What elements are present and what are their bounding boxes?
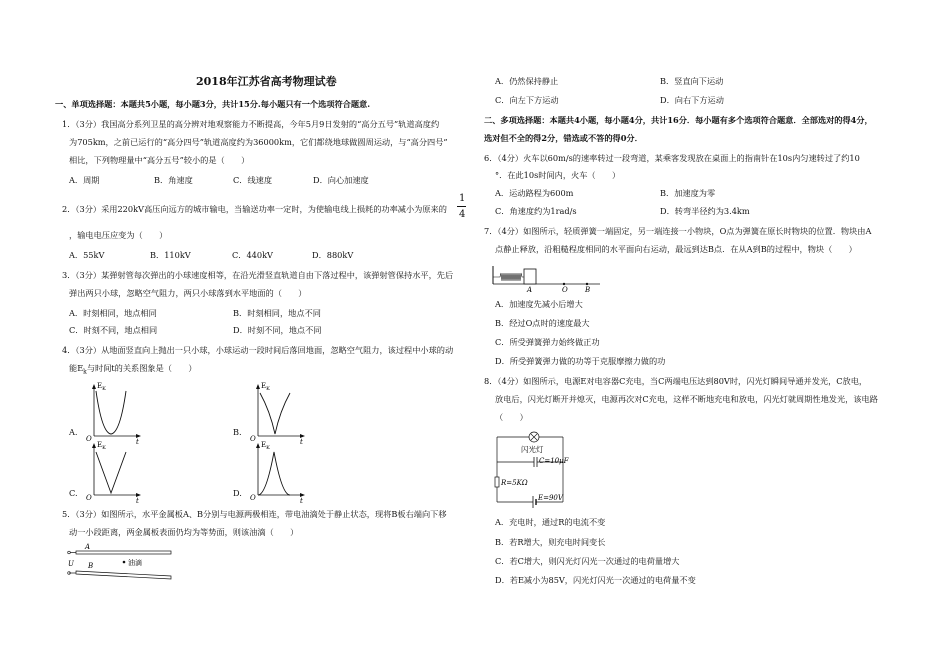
q1-option-d: D．向心加速度 <box>313 175 369 185</box>
svg-text:C=10μF: C=10μF <box>539 457 569 465</box>
q4-line2-sub: k <box>83 368 87 376</box>
svg-text:O: O <box>562 286 568 294</box>
q7-line1: 7．（4分）如图所示，轻质弹簧一端固定，另一端连接一小物块，O点为弹簧在原长时物块的位置．物块由A <box>484 226 872 236</box>
q5-option-b: B．竖直向下运动 <box>660 76 724 86</box>
q5-option-d: D．向右下方运动 <box>660 95 724 105</box>
q6-line1: 6．（4分）火车以60m/s的速率转过一段弯道，某乘客发现放在桌面上的指南针在10s内匀速转过了约10 <box>484 153 860 163</box>
section2-heading-line2: 选对但不全的得2分，错选或不答的得0分． <box>484 133 643 143</box>
q2-option-b: B．110kV <box>150 250 191 260</box>
q5-option-a: A．仍然保持静止 <box>495 76 559 86</box>
svg-text:B: B <box>88 562 94 570</box>
q4-option-d-label: D. <box>233 488 242 498</box>
q4-graph-b <box>248 381 308 446</box>
q4-graph-c <box>84 440 144 505</box>
q6-line2: °．在此10s时间内，火车（ ） <box>495 170 621 180</box>
q4-line2-rest: 与时间t的关系图象是（ ） <box>86 363 197 373</box>
q2-fraction-numerator: 1 <box>459 193 466 204</box>
svg-text:U: U <box>68 560 74 568</box>
q6-option-d: D．转弯半径约为3.4km <box>660 206 750 216</box>
q2-option-a: A．55kV <box>69 250 105 260</box>
q7-option-d: D．所受弹簧弹力做的功等于克服摩擦力做的功 <box>495 356 666 366</box>
q4-option-b-label: B. <box>233 427 242 437</box>
q7-spring-figure <box>492 262 602 292</box>
svg-text:O: O <box>86 494 92 502</box>
svg-text:O: O <box>250 494 256 502</box>
q2-fraction-denominator: 4 <box>459 209 466 220</box>
q3-line2: 弹出两只小球，忽略空气阻力，两只小球落到水平地面的（ ） <box>69 288 307 298</box>
svg-text:EK: $E_K$ <box>97 441 106 451</box>
q5-line1: 5．（3分）如图所示，水平金属板A、B分别与电源两极相连，带电油滴处于静止状态，现将B板右端向下移 <box>62 509 447 519</box>
q4-graph-a <box>84 381 144 446</box>
q8-option-a: A．充电时，通过R的电流不变 <box>495 517 606 527</box>
q8-circuit-figure <box>493 430 583 508</box>
q8-option-b: B．若R增大，则充电时间变长 <box>495 537 606 547</box>
q2-line1: 2．（3分）采用220kV高压向远方的城市输电，当输送功率一定时，为使输电线上损耗的功率减小为原来的 <box>62 204 447 214</box>
q1-option-c: C．线速度 <box>233 175 273 185</box>
svg-text:B: B <box>585 286 591 294</box>
svg-text:E=90V: E=90V <box>538 494 563 502</box>
svg-text:闪光灯: 闪光灯 <box>521 445 544 454</box>
q3-option-b: B．时刻相同，地点不同 <box>233 308 321 318</box>
q4-line2 <box>69 364 197 376</box>
svg-text:O: O <box>250 435 256 443</box>
svg-text:t: t <box>300 497 303 505</box>
q2-line2: ，输电电压应变为（ ） <box>69 230 168 240</box>
section2-heading-line1: 二、多项选择题：本题共4小题，每小题4分，共计16分．每小题有多个选项符合题意．全部选对的得4分， <box>484 115 873 125</box>
q6-option-b: B．加速度为零 <box>660 188 716 198</box>
svg-text:t: t <box>300 438 303 446</box>
q3-option-d: D．时刻不同，地点不同 <box>233 325 322 335</box>
q2-option-c: C．440kV <box>232 250 273 260</box>
q5-line2: 动一小段距离，两金属板表面仍均为等势面，则该油滴（ ） <box>69 527 299 537</box>
q1-option-a: A．周期 <box>69 175 100 185</box>
svg-text:t: t <box>136 497 139 505</box>
q5-option-c: C．向左下方运动 <box>495 95 559 105</box>
q8-line2: 放电后，闪光灯断开并熄灭，电源再次对C充电，这样不断地充电和放电，闪光灯就周期性地发光，该电路 <box>495 394 878 404</box>
q1-option-b: B．角速度 <box>154 175 193 185</box>
q8-line3: （ ） <box>495 412 528 422</box>
q4-option-a-label: A. <box>69 427 78 437</box>
q8-option-c: C．若C增大，则闪光灯闪光一次通过的电荷量增大 <box>495 556 680 566</box>
q6-option-a: A．运动路程为600m <box>495 188 574 198</box>
svg-text:EK: $E_K$ <box>261 441 270 451</box>
q4-graph-d <box>248 440 308 505</box>
svg-text:油滴: 油滴 <box>128 559 142 567</box>
q2-option-d: D．880kV <box>312 250 354 260</box>
q7-line2: 点静止释放，沿粗糙程度相同的水平面向右运动，最远到达B点．在从A到B的过程中，物块（ ） <box>495 244 857 254</box>
svg-text:EK: $E_K$ <box>261 382 270 392</box>
q7-option-a: A．加速度先减小后增大 <box>495 299 583 309</box>
q3-line1: 3．（3分）某弹射管每次弹出的小球速度相等，在沿光滑竖直轨道自由下落过程中，该弹射管保持水平，先后 <box>62 270 454 280</box>
svg-text:R=5KΩ: R=5KΩ <box>501 479 528 487</box>
q5-capacitor-figure <box>64 542 174 582</box>
q8-option-d: D．若E减小为85V，闪光灯闪光一次通过的电荷量不变 <box>495 575 696 585</box>
q4-line2-ek: 能E <box>69 363 84 373</box>
section1-heading: 一、单项选择题：本题共5小题，每小题3分，共计15分.每小题只有一个选项符合题意. <box>55 99 371 109</box>
q3-option-c: C．时刻不同，地点相同 <box>69 325 158 335</box>
q4-option-c-label: C. <box>69 488 78 498</box>
q4-line1: 4．（3分）从地面竖直向上抛出一只小球，小球运动一段时间后落回地面，忽略空气阻力，该过程中小球的动 <box>62 345 454 355</box>
q6-option-c: C．角速度约为1rad/s <box>495 206 577 216</box>
q7-option-c: C．所受弹簧弹力始终做正功 <box>495 337 600 347</box>
q4a-origin: O <box>86 435 92 443</box>
q4a-ylabel: $E_K$ <box>97 382 106 392</box>
page-title: 2018年江苏省高考物理试卷 <box>196 75 337 88</box>
svg-text:A: A <box>527 286 533 294</box>
svg-text:A: A <box>85 543 91 551</box>
q1-line1: 1．（3分）我国高分系列卫星的高分辨对地观察能力不断提高，今年5月9日发射的“高分五号”轨道高度约 <box>62 119 440 129</box>
q4a-xlabel: t <box>136 438 139 446</box>
q1-line3: 相比，下列物理量中“高分五号”较小的是（ ） <box>69 155 250 165</box>
q7-option-b: B．经过O点时的速度最大 <box>495 318 590 328</box>
q2-fraction-bar <box>457 206 466 207</box>
q8-line1: 8．（4分）如图所示，电源E对电容器C充电，当C两端电压达到80V时，闪光灯瞬间导通并发光，C放电， <box>484 376 868 386</box>
q1-line2: 为705km，之前已运行的“高分四号”轨道高度约为36000km，它们都绕地球做圆周运动，与“高分四号” <box>69 137 448 147</box>
q3-option-a: A．时刻相同，地点相同 <box>69 308 157 318</box>
